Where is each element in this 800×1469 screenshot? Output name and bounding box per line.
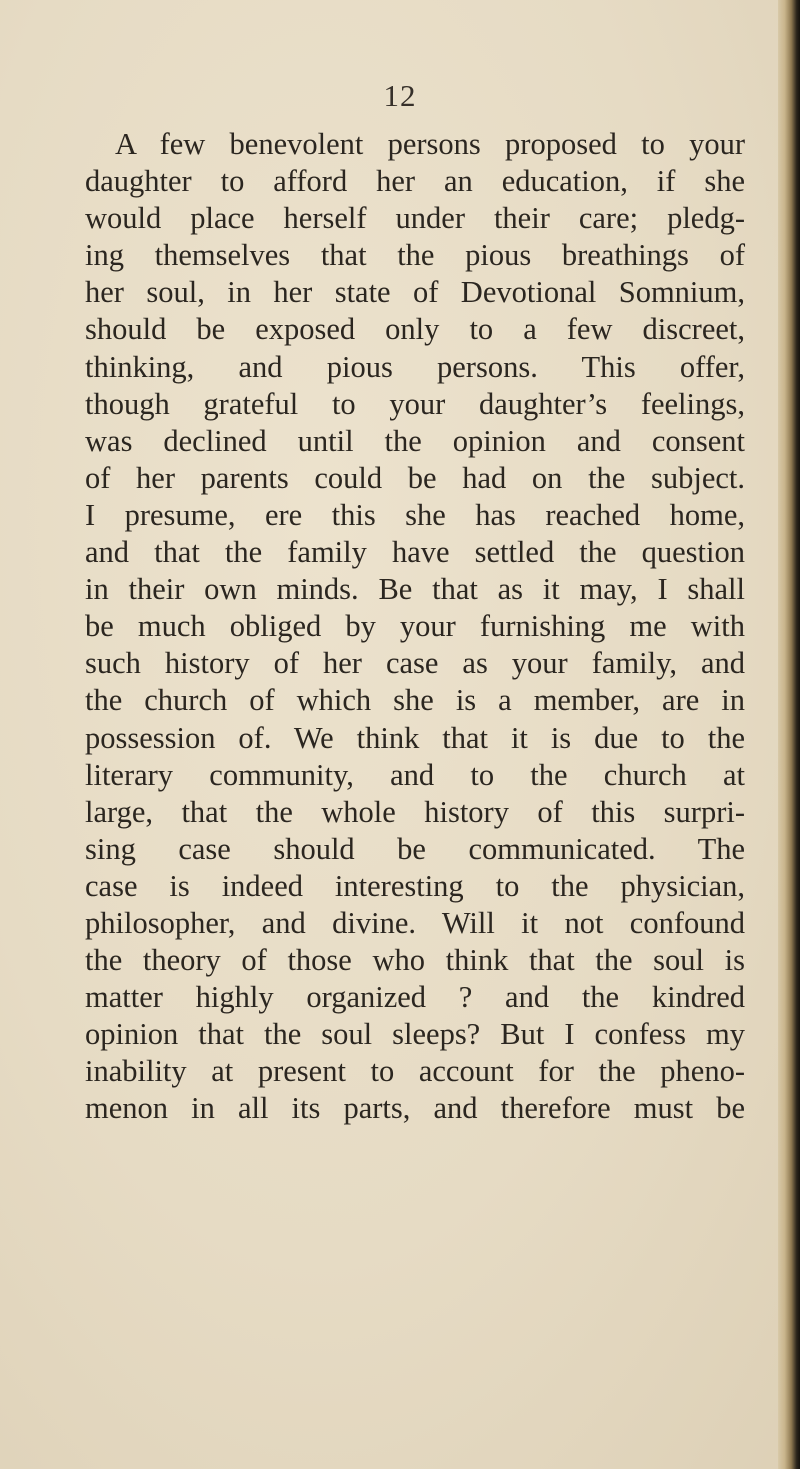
text-line: daughter to afford her an education, if she <box>85 164 745 199</box>
text-line: of her parents could be had on the subject. <box>85 460 745 495</box>
page-gutter-edge <box>778 0 800 1469</box>
text-line: A few benevolent persons proposed to your <box>115 127 745 161</box>
text-line: was declined until the opinion and consent <box>85 423 745 458</box>
text-line: and that the family have settled the question <box>85 535 745 570</box>
text-line: matter highly organized ? and the kindred <box>85 980 745 1015</box>
text-line: menon in all its parts, and therefore must be <box>85 1091 745 1126</box>
text-line: would place herself under their care; pledg- <box>85 201 745 236</box>
text-line: philosopher, and divine. Will it not confound <box>85 905 745 940</box>
text-line: opinion that the soul sleeps? But I confess my <box>85 1017 745 1052</box>
text-line: though grateful to your daughter’s feelings, <box>85 386 745 421</box>
text-line: the theory of those who think that the soul is <box>85 943 745 978</box>
text-line: thinking, and pious persons. This offer, <box>85 349 745 384</box>
text-line: her soul, in her state of Devotional Somnium, <box>85 275 745 310</box>
text-line: ing themselves that the pious breathings of <box>85 238 745 273</box>
text-line: I presume, ere this she has reached home, <box>85 497 745 532</box>
text-line: case is indeed interesting to the physician, <box>85 868 745 903</box>
text-line: should be exposed only to a few discreet, <box>85 312 745 347</box>
text-line: possession of. We think that it is due to the <box>85 720 745 755</box>
text-line: large, that the whole history of this surpri- <box>85 794 745 829</box>
text-line: sing case should be communicated. The <box>85 831 745 866</box>
text-line: such history of her case as your family, and <box>85 646 745 681</box>
text-line: in their own minds. Be that as it may, I shall <box>85 572 745 607</box>
body-paragraph <box>85 126 745 1128</box>
text-line: literary community, and to the church at <box>85 757 745 792</box>
text-line: the church of which she is a member, are in <box>85 683 745 718</box>
page-number: 12 <box>383 78 417 113</box>
text-line: be much obliged by your furnishing me with <box>85 609 745 644</box>
text-line: inability at present to account for the pheno- <box>85 1054 745 1089</box>
